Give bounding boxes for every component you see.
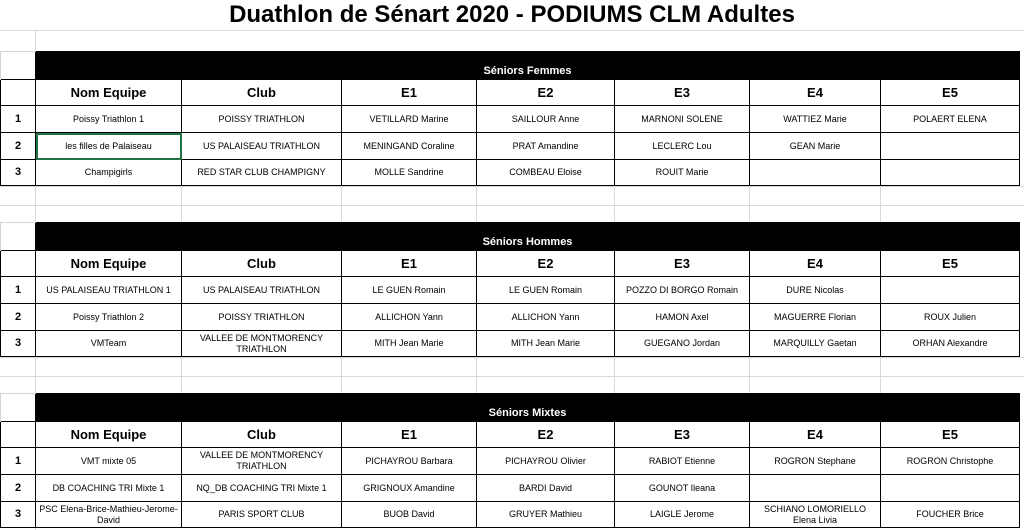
club-cell[interactable]: VALLEE DE MONTMORENCY TRIATHLON [182, 448, 342, 475]
e3-cell[interactable]: GUEGANO Jordan [615, 331, 750, 357]
e5-cell[interactable] [881, 133, 1020, 160]
e1-cell[interactable]: PICHAYROU Barbara [342, 448, 477, 475]
rank-cell[interactable]: 1 [1, 448, 36, 475]
rank-cell[interactable]: 1 [1, 277, 36, 304]
team-cell[interactable]: Champigirls [36, 160, 182, 186]
table-row [1, 448, 1020, 475]
e1-cell[interactable]: GRIGNOUX Amandine [342, 475, 477, 502]
e5-cell[interactable]: FOUCHER Brice [881, 502, 1020, 528]
header-e1[interactable]: E1 [342, 251, 477, 277]
header-e3[interactable]: E3 [615, 251, 750, 277]
e2-cell[interactable]: PRAT Amandine [477, 133, 615, 160]
e5-cell[interactable]: POLAERT ELENA [881, 106, 1020, 133]
e5-cell[interactable]: ROUX Julien [881, 304, 1020, 331]
header-e3[interactable]: E3 [615, 80, 750, 106]
e4-cell[interactable] [750, 475, 881, 502]
header-e5[interactable]: E5 [881, 80, 1020, 106]
team-cell[interactable]: US PALAISEAU TRIATHLON 1 [36, 277, 182, 304]
e5-cell[interactable] [881, 277, 1020, 304]
podium-table-seniors-femmes [0, 51, 1020, 186]
e2-cell[interactable]: GRUYER Mathieu [477, 502, 615, 528]
e4-cell[interactable]: DURE Nicolas [750, 277, 881, 304]
e1-cell[interactable]: VETILLARD Marine [342, 106, 477, 133]
rank-cell[interactable]: 3 [1, 502, 36, 528]
e2-cell[interactable]: SAILLOUR Anne [477, 106, 615, 133]
e2-cell[interactable]: COMBEAU Eloise [477, 160, 615, 186]
page-title: Duathlon de Sénart 2020 - PODIUMS CLM Adultes [229, 1, 795, 28]
header-e1[interactable]: E1 [342, 422, 477, 448]
header-e2[interactable]: E2 [477, 422, 615, 448]
team-cell[interactable]: PSC Elena-Brice-Mathieu-Jerome-David [36, 502, 182, 528]
e1-cell[interactable]: MOLLE Sandrine [342, 160, 477, 186]
club-cell[interactable]: PARIS SPORT CLUB [182, 502, 342, 528]
header-nom-equipe[interactable]: Nom Equipe [36, 80, 182, 106]
table-row [1, 106, 1020, 133]
header-e4[interactable]: E4 [750, 422, 881, 448]
e4-cell[interactable]: WATTIEZ Marie [750, 106, 881, 133]
e3-cell[interactable]: POZZO DI BORGO Romain [615, 277, 750, 304]
e1-cell[interactable]: LE GUEN Romain [342, 277, 477, 304]
rank-header-cell[interactable] [1, 251, 36, 277]
team-cell[interactable]: DB COACHING TRI Mixte 1 [36, 475, 182, 502]
e1-cell[interactable]: ALLICHON Yann [342, 304, 477, 331]
section-title: Séniors Hommes [36, 223, 1020, 251]
e5-cell[interactable]: ORHAN Alexandre [881, 331, 1020, 357]
header-club[interactable]: Club [182, 422, 342, 448]
header-e3[interactable]: E3 [615, 422, 750, 448]
e1-cell[interactable]: MITH Jean Marie [342, 331, 477, 357]
team-cell[interactable]: Poissy Triathlon 1 [36, 106, 182, 133]
e3-cell[interactable]: HAMON Axel [615, 304, 750, 331]
header-e2[interactable]: E2 [477, 251, 615, 277]
e1-cell[interactable]: BUOB David [342, 502, 477, 528]
table-row [1, 133, 1020, 160]
table-row [1, 304, 1020, 331]
rank-cell[interactable]: 2 [1, 304, 36, 331]
e3-cell[interactable]: ROUIT Marie [615, 160, 750, 186]
table-row [1, 502, 1020, 528]
rank-cell[interactable]: 1 [1, 106, 36, 133]
e4-cell[interactable]: GEAN Marie [750, 133, 881, 160]
e3-cell[interactable]: RABIOT Etienne [615, 448, 750, 475]
club-cell[interactable]: NQ_DB COACHING TRI Mixte 1 [182, 475, 342, 502]
e4-cell[interactable]: MARQUILLY Gaetan [750, 331, 881, 357]
header-club[interactable]: Club [182, 80, 342, 106]
club-cell[interactable]: RED STAR CLUB CHAMPIGNY [182, 160, 342, 186]
header-nom-equipe[interactable]: Nom Equipe [36, 422, 182, 448]
header-e2[interactable]: E2 [477, 80, 615, 106]
podium-table-seniors-hommes [0, 222, 1020, 357]
rank-cell[interactable]: 3 [1, 331, 36, 357]
e3-cell[interactable]: LECLERC Lou [615, 133, 750, 160]
rank-header-cell[interactable] [1, 80, 36, 106]
table-row [1, 160, 1020, 186]
club-cell[interactable]: US PALAISEAU TRIATHLON [182, 277, 342, 304]
e5-cell[interactable] [881, 160, 1020, 186]
rank-cell[interactable]: 2 [1, 133, 36, 160]
header-e1[interactable]: E1 [342, 80, 477, 106]
table-row [1, 475, 1020, 502]
e2-cell[interactable]: LE GUEN Romain [477, 277, 615, 304]
e5-cell[interactable]: ROGRON Christophe [881, 448, 1020, 475]
section-title: Séniors Mixtes [36, 394, 1020, 422]
club-cell[interactable]: POISSY TRIATHLON [182, 106, 342, 133]
e3-cell[interactable]: MARNONI SOLENE [615, 106, 750, 133]
e3-cell[interactable]: GOUNOT Ileana [615, 475, 750, 502]
e2-cell[interactable]: BARDI David [477, 475, 615, 502]
section-title: Séniors Femmes [36, 52, 1020, 80]
e4-cell[interactable] [750, 160, 881, 186]
e2-cell[interactable]: PICHAYROU Olivier [477, 448, 615, 475]
team-cell-selected[interactable]: les filles de Palaiseau [36, 133, 182, 160]
e5-cell[interactable] [881, 475, 1020, 502]
corner-cell [1, 394, 36, 422]
rank-cell[interactable]: 3 [1, 160, 36, 186]
e1-cell[interactable]: MENINGAND Coraline [342, 133, 477, 160]
rank-header-cell[interactable] [1, 422, 36, 448]
header-e5[interactable]: E5 [881, 422, 1020, 448]
e3-cell[interactable]: LAIGLE Jerome [615, 502, 750, 528]
team-cell[interactable]: VMT mixte 05 [36, 448, 182, 475]
header-e4[interactable]: E4 [750, 80, 881, 106]
header-nom-equipe[interactable]: Nom Equipe [36, 251, 182, 277]
corner-cell [1, 223, 36, 251]
table-row [1, 277, 1020, 304]
rank-cell[interactable]: 2 [1, 475, 36, 502]
corner-cell [1, 52, 36, 80]
club-cell[interactable]: VALLEE DE MONTMORENCY TRIATHLON [182, 331, 342, 357]
podium-table-seniors-mixtes [0, 393, 1020, 528]
e4-cell[interactable]: SCHIANO LOMORIELLO Elena Livia [750, 502, 881, 528]
e4-cell[interactable]: MAGUERRE Florian [750, 304, 881, 331]
team-cell[interactable]: Poissy Triathlon 2 [36, 304, 182, 331]
team-cell[interactable]: VMTeam [36, 331, 182, 357]
header-e4[interactable]: E4 [750, 251, 881, 277]
e4-cell[interactable]: ROGRON Stephane [750, 448, 881, 475]
club-cell[interactable]: US PALAISEAU TRIATHLON [182, 133, 342, 160]
e2-cell[interactable]: MITH Jean Marie [477, 331, 615, 357]
header-e5[interactable]: E5 [881, 251, 1020, 277]
e2-cell[interactable]: ALLICHON Yann [477, 304, 615, 331]
club-cell[interactable]: POISSY TRIATHLON [182, 304, 342, 331]
table-row [1, 331, 1020, 357]
header-club[interactable]: Club [182, 251, 342, 277]
